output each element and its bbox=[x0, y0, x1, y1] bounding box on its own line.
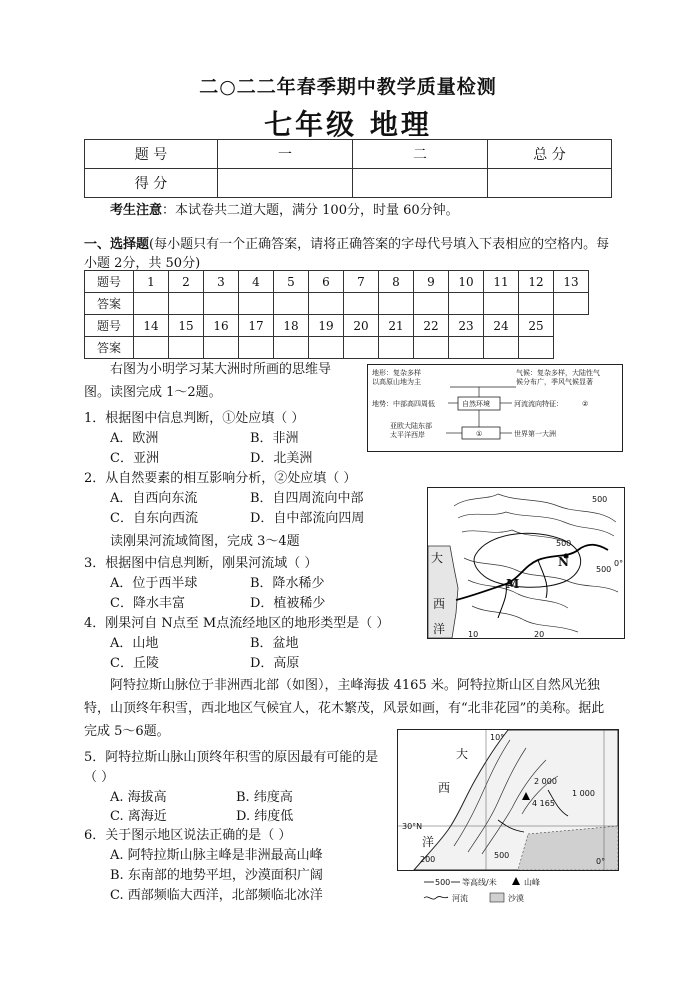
atlas-contour-1000: 1 000 bbox=[572, 789, 595, 798]
desert-icon bbox=[490, 893, 504, 902]
congo-contour-500a: 500 bbox=[592, 495, 608, 504]
answer-label: 答案 bbox=[85, 293, 134, 315]
congo-ocean-2: 西 bbox=[433, 597, 446, 611]
question-4: 4．刚果河自 N点至 M点流经地区的地形类型是（ ） bbox=[84, 616, 390, 631]
mm-terrain: 地形：复杂多样 bbox=[372, 369, 421, 377]
atlas-contour-2000: 2 000 bbox=[534, 777, 557, 786]
mm-river: 河流流向特征： bbox=[514, 400, 563, 408]
answer-cell[interactable] bbox=[344, 293, 379, 315]
point-n-label: N bbox=[558, 555, 569, 569]
answer-cell[interactable] bbox=[449, 337, 484, 359]
subject-title: 七年级 地理 bbox=[264, 108, 432, 141]
score-input-cell[interactable] bbox=[488, 169, 612, 198]
q4-option-b[interactable]: B．盆地 bbox=[250, 636, 299, 651]
atlas-map-svg bbox=[398, 730, 618, 870]
congo-lon-10: 10 bbox=[468, 630, 479, 638]
atlas-ocean-3: 洋 bbox=[422, 835, 435, 849]
score-header-cell: 题 号 bbox=[85, 140, 218, 169]
congo-contour-500b: 500 bbox=[556, 539, 572, 548]
score-header-cell: 二 bbox=[353, 140, 488, 169]
mindmap-figure bbox=[367, 364, 623, 452]
q2-option-b[interactable]: B．自四周流向中部 bbox=[250, 491, 364, 506]
exam-title: 二○二二年春季期中教学质量检测 bbox=[199, 76, 497, 98]
answer-num: 5 bbox=[274, 271, 309, 293]
atlas-legend-svg bbox=[420, 874, 620, 908]
q4-option-a[interactable]: A．山地 bbox=[110, 636, 159, 651]
q4-option-d[interactable]: D．高原 bbox=[250, 656, 300, 671]
answer-num: 20 bbox=[344, 315, 379, 337]
question-2: 2．从自然要素的相互影响分析，②处应填（ ） bbox=[84, 471, 357, 486]
mm-terrain2: 以高原山地为主 bbox=[372, 378, 421, 386]
score-header-cell: 总 分 bbox=[488, 140, 612, 169]
answer-num: 10 bbox=[449, 271, 484, 293]
mindmap-svg bbox=[368, 365, 622, 451]
q2-option-a[interactable]: A．自西向东流 bbox=[110, 491, 198, 506]
answer-num: 7 bbox=[344, 271, 379, 293]
answer-num: 24 bbox=[484, 315, 519, 337]
q5-option-d[interactable]: D. 纬度低 bbox=[236, 809, 294, 824]
question-5: 5．阿特拉斯山脉山顶终年积雪的原因最有可能的是（ ） bbox=[84, 750, 379, 785]
intro-q3-4: 读刚果河流域简图，完成 3～4题 bbox=[110, 534, 300, 549]
answer-num: 4 bbox=[239, 271, 274, 293]
answer-num: 22 bbox=[414, 315, 449, 337]
congo-lat-0: 0° bbox=[614, 559, 624, 568]
answer-num-label: 题号 bbox=[85, 271, 134, 293]
answer-cell[interactable] bbox=[204, 337, 239, 359]
answer-cell[interactable] bbox=[344, 337, 379, 359]
q3-option-c[interactable]: C．降水丰富 bbox=[110, 596, 185, 611]
congo-map-svg bbox=[428, 488, 624, 638]
q5-option-a[interactable]: A. 海拔高 bbox=[110, 790, 167, 805]
q3-option-d[interactable]: D．植被稀少 bbox=[250, 596, 326, 611]
question-6: 6．关于图示地区说法正确的是（ ） bbox=[84, 828, 292, 843]
answer-cell[interactable] bbox=[309, 337, 344, 359]
answer-cell[interactable] bbox=[134, 337, 169, 359]
answer-cell[interactable] bbox=[414, 337, 449, 359]
answer-num: 16 bbox=[204, 315, 239, 337]
mm-climate2: 候分布广，季风气候显著 bbox=[516, 378, 593, 386]
answer-cell[interactable] bbox=[274, 293, 309, 315]
answer-cell[interactable] bbox=[134, 293, 169, 315]
answer-cell[interactable] bbox=[239, 293, 274, 315]
atlas-lat-30: 30°N bbox=[402, 822, 423, 831]
answer-num: 12 bbox=[519, 271, 554, 293]
peak-icon bbox=[512, 877, 520, 885]
exam-notice: 考生注意：本试卷共二道大题，满分 100分，时量 60分钟。 bbox=[110, 203, 459, 218]
congo-lon-20: 20 bbox=[534, 630, 545, 638]
atlas-contour-200: 200 bbox=[420, 855, 436, 864]
answer-num: 23 bbox=[449, 315, 484, 337]
answer-num: 3 bbox=[204, 271, 239, 293]
q5-option-c[interactable]: C. 离海近 bbox=[110, 809, 167, 824]
mm-relief: 地势：中部高四周低 bbox=[372, 400, 435, 408]
answer-num: 2 bbox=[169, 271, 204, 293]
answer-cell[interactable] bbox=[519, 337, 554, 359]
q6-option-c[interactable]: C. 西部频临大西洋，北部频临北冰洋 bbox=[110, 888, 323, 903]
answer-num: 11 bbox=[484, 271, 519, 293]
answer-cell[interactable] bbox=[169, 293, 204, 315]
answer-num: 17 bbox=[239, 315, 274, 337]
answer-num: 13 bbox=[554, 271, 589, 293]
q3-option-a[interactable]: A．位于西半球 bbox=[110, 576, 198, 591]
answer-num: 18 bbox=[274, 315, 309, 337]
q1-option-d[interactable]: D．北美洲 bbox=[250, 451, 313, 466]
answer-num: 1 bbox=[134, 271, 169, 293]
q6-option-b[interactable]: B. 东南部的地势平坦，沙漠面积广阔 bbox=[110, 868, 323, 883]
atlas-legend bbox=[420, 874, 620, 908]
q1-option-a[interactable]: A．欧洲 bbox=[110, 431, 159, 446]
q3-option-b[interactable]: B．降水稀少 bbox=[250, 576, 325, 591]
answer-num: 19 bbox=[309, 315, 344, 337]
q2-option-c[interactable]: C．自东向西流 bbox=[110, 511, 198, 526]
answer-num: 21 bbox=[379, 315, 414, 337]
mm-largest: 世界第一大洲 bbox=[514, 430, 556, 438]
atlas-map bbox=[397, 729, 619, 871]
question-1: 1．根据图中信息判断，①处应填（ ） bbox=[84, 411, 305, 426]
mm-location: 亚欧大陆东部 bbox=[390, 422, 432, 430]
answer-cell[interactable] bbox=[169, 337, 204, 359]
atlas-lon-0: 0° bbox=[596, 857, 606, 866]
question-3: 3．根据图中信息判断，刚果河流域（ ） bbox=[84, 556, 318, 571]
q5-option-b[interactable]: B. 纬度高 bbox=[236, 790, 293, 805]
congo-ocean-3: 洋 bbox=[433, 622, 446, 636]
answer-cell[interactable] bbox=[309, 293, 344, 315]
atlas-ocean-2: 西 bbox=[438, 781, 451, 795]
congo-ocean-1: 大 bbox=[431, 551, 444, 565]
q4-option-c[interactable]: C．丘陵 bbox=[110, 656, 159, 671]
q6-option-a[interactable]: A. 阿特拉斯山脉主峰是非洲最高山峰 bbox=[110, 848, 323, 863]
mm-river-mark: ② bbox=[582, 400, 589, 408]
q1-option-b[interactable]: B．非洲 bbox=[250, 431, 299, 446]
answer-num: 9 bbox=[414, 271, 449, 293]
blank-cell bbox=[554, 337, 589, 359]
answer-cell[interactable] bbox=[379, 293, 414, 315]
answer-cell[interactable] bbox=[554, 293, 589, 315]
mm-location2: 太平洋西岸 bbox=[390, 431, 425, 439]
score-input-cell[interactable] bbox=[353, 169, 488, 198]
intro-q1-2: 右图为小明学习某大洲时所画的思维导图。读图完成 1～2题。 bbox=[84, 362, 332, 400]
answer-num: 14 bbox=[134, 315, 169, 337]
atlas-ocean-1: 大 bbox=[456, 747, 469, 761]
answer-cell[interactable] bbox=[274, 337, 309, 359]
legend-desert-label: 沙漠 bbox=[508, 894, 524, 903]
answer-cell[interactable] bbox=[239, 337, 274, 359]
answer-num: 25 bbox=[519, 315, 554, 337]
point-m-label: M bbox=[506, 577, 520, 591]
q1-option-c[interactable]: C．亚洲 bbox=[110, 451, 159, 466]
legend-contour-value: 500 bbox=[435, 878, 451, 887]
river-icon bbox=[424, 897, 448, 900]
answer-num: 15 bbox=[169, 315, 204, 337]
answer-cell[interactable] bbox=[519, 293, 554, 315]
answer-num: 6 bbox=[309, 271, 344, 293]
score-input-cell[interactable] bbox=[218, 169, 353, 198]
answer-cell[interactable] bbox=[379, 337, 414, 359]
congo-map bbox=[427, 487, 625, 639]
answer-cell[interactable] bbox=[484, 337, 519, 359]
answer-label: 答案 bbox=[85, 337, 134, 359]
answer-cell[interactable] bbox=[204, 293, 239, 315]
answer-cell[interactable] bbox=[484, 293, 519, 315]
legend-peak-label: 山峰 bbox=[524, 878, 540, 887]
section1-instructions: 一、选择题(每小题只有一个正确答案，请将正确答案的字母代号填入下表相应的空格内。每小题 2分，共 50分) bbox=[84, 237, 610, 271]
answer-cell[interactable] bbox=[414, 293, 449, 315]
mm-center: 自然环境 bbox=[462, 400, 490, 408]
intro-q5-6: 阿特拉斯山脉位于非洲西北部（如图），主峰海拔 4165 米。阿特拉斯山区自然风光独特，山顶终年积雪，西北地区气候宜人，花木繁茂，风景如画，有“北非花园”的美称。据此完成 5～6题。 bbox=[84, 678, 605, 739]
congo-contour-500c: 500 bbox=[596, 565, 612, 574]
score-table bbox=[84, 139, 612, 198]
mm-mark1: ① bbox=[476, 430, 483, 438]
answer-cell[interactable] bbox=[449, 293, 484, 315]
score-header-cell: 一 bbox=[218, 140, 353, 169]
answer-num-label: 题号 bbox=[85, 315, 134, 337]
atlas-contour-500: 500 bbox=[494, 851, 510, 860]
q2-option-d[interactable]: D．自中部流向四周 bbox=[250, 511, 365, 526]
atlas-peak-elev: 4 165 bbox=[532, 799, 555, 808]
answer-table bbox=[84, 270, 589, 359]
blank-cell bbox=[554, 315, 589, 337]
legend-river-label: 河流 bbox=[452, 894, 468, 903]
score-label-cell: 得 分 bbox=[85, 169, 218, 198]
answer-num: 8 bbox=[379, 271, 414, 293]
mm-climate: 气候：复杂多样，大陆性气 bbox=[516, 369, 600, 377]
atlas-lon-10: 10° bbox=[490, 733, 505, 742]
legend-contour-label: 等高线/米 bbox=[462, 878, 497, 887]
